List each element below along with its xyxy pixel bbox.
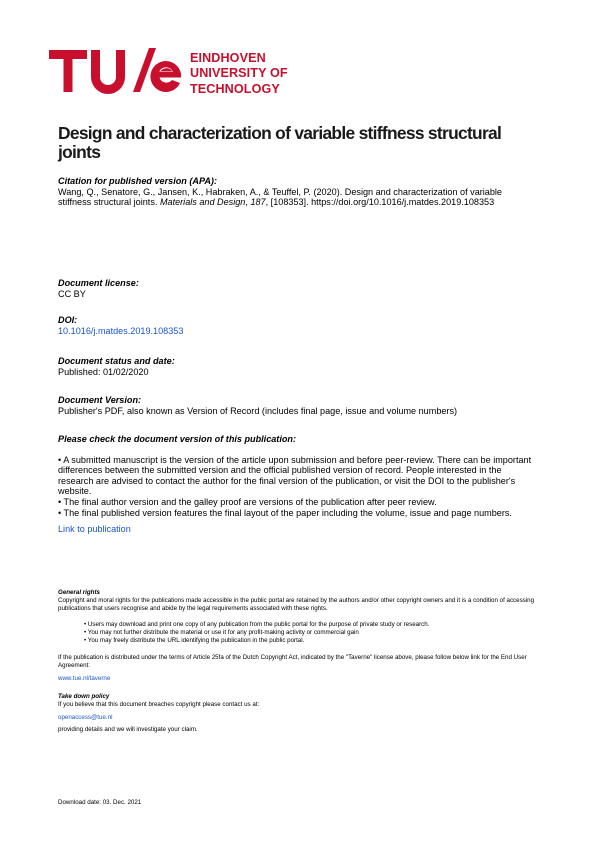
version-value: Publisher's PDF, also known as Version of Record (includes final page, issue and volume numbers) (58, 405, 458, 416)
version-section (58, 395, 548, 416)
citation-authors: Wang, Q., Senatore, G., Jansen, K., Habraken, A., & Teuffel, P. (2020). Design and characterization of variable (58, 186, 502, 197)
takedown-section (58, 693, 558, 734)
logo-line-2: UNIVERSITY OF (190, 66, 288, 81)
tue-logo (49, 48, 309, 98)
citation-rest: , [108353]. https://doi.org/10.1016/j.matdes.2019.108353 (265, 197, 495, 208)
license-label: Document license: (58, 278, 139, 288)
logo-line-3: TECHNOLOGY (190, 81, 280, 96)
rights-bullet: • You may not further distribute the material or use it for any profit-making activity or commercial gain (84, 628, 359, 636)
citation-label: Citation for published version (APA): (58, 176, 217, 186)
citation-volume: 187 (250, 197, 266, 208)
doi-link[interactable]: 10.1016/j.matdes.2019.108353 (58, 325, 184, 336)
doi-label: DOI: (58, 315, 78, 325)
doi-section (58, 315, 548, 336)
check-bullet: • A submitted manuscript is the version of the article upon submission and before peer-review. There can be important differences between the submitted version and the official published version of record. People interested in the research are advised to contact the author for the final version of the publication, or visit the DOI to the publisher's website. (58, 454, 532, 497)
citation-section (58, 176, 548, 208)
status-section (58, 356, 548, 377)
university-name (190, 51, 288, 97)
rights-bullet: • You may freely distribute the URL identifying the publication in the public portal. (84, 636, 305, 644)
citation-title-end: stiffness structural joints. (58, 197, 160, 208)
check-section (58, 434, 538, 535)
status-value: Published: 01/02/2020 (58, 366, 149, 377)
citation-journal: Materials and Design (159, 197, 246, 208)
logo-line-1: EINDHOVEN (190, 51, 266, 65)
check-bullet: • The final published version features the final layout of the paper including the volume, issue and page numbers. (58, 507, 512, 518)
rights-bullet: • Users may download and print one copy of any publication from the public portal for the purpose of private study or research. (84, 621, 430, 628)
citation-sep: , (245, 197, 251, 208)
rights-bullets (84, 621, 554, 644)
status-label: Document status and date: (58, 356, 175, 366)
takedown-text: If you believe that this document breaches copyright please contact us at: (58, 700, 260, 708)
license-value: CC BY (58, 288, 86, 299)
taverne-link[interactable]: www.tue.nl/taverne (58, 674, 111, 682)
tue-mark-icon (49, 48, 181, 94)
document-title: Design and characterization of variable stiffness structural joints (58, 123, 502, 162)
takedown-email-link[interactable]: openaccess@tue.nl (58, 713, 113, 721)
link-to-publication[interactable]: Link to publication (58, 524, 131, 535)
taverne-section (58, 654, 558, 682)
citation-line-2 (58, 197, 548, 208)
rights-section (58, 589, 558, 612)
taverne-text: If the publication is distributed under the terms of Article 25fa of the Dutch Copyright Act, indicated by the "Taverne" license above, please follow below link for the End User Agreement: (58, 654, 527, 669)
rights-label: General rights (58, 589, 100, 596)
takedown-closing: providing details and we will investigate your claim. (58, 726, 198, 734)
version-label: Document Version: (58, 395, 142, 405)
rights-text: Copyright and moral rights for the publications made accessible in the public portal are retained by the authors and/or other copyright owners and it is a condition of accessing publications that users recognise and abide by the legal requirements associated with these rights. (58, 596, 535, 612)
license-section (58, 278, 548, 299)
check-label: Please check the document version of this publication: (58, 434, 297, 444)
download-date: Download date: 03. Dec. 2021 (58, 799, 142, 806)
check-bullet: • The final author version and the galley proof are versions of the publication after peer review. (58, 496, 437, 507)
takedown-label: Take down policy (58, 693, 110, 700)
